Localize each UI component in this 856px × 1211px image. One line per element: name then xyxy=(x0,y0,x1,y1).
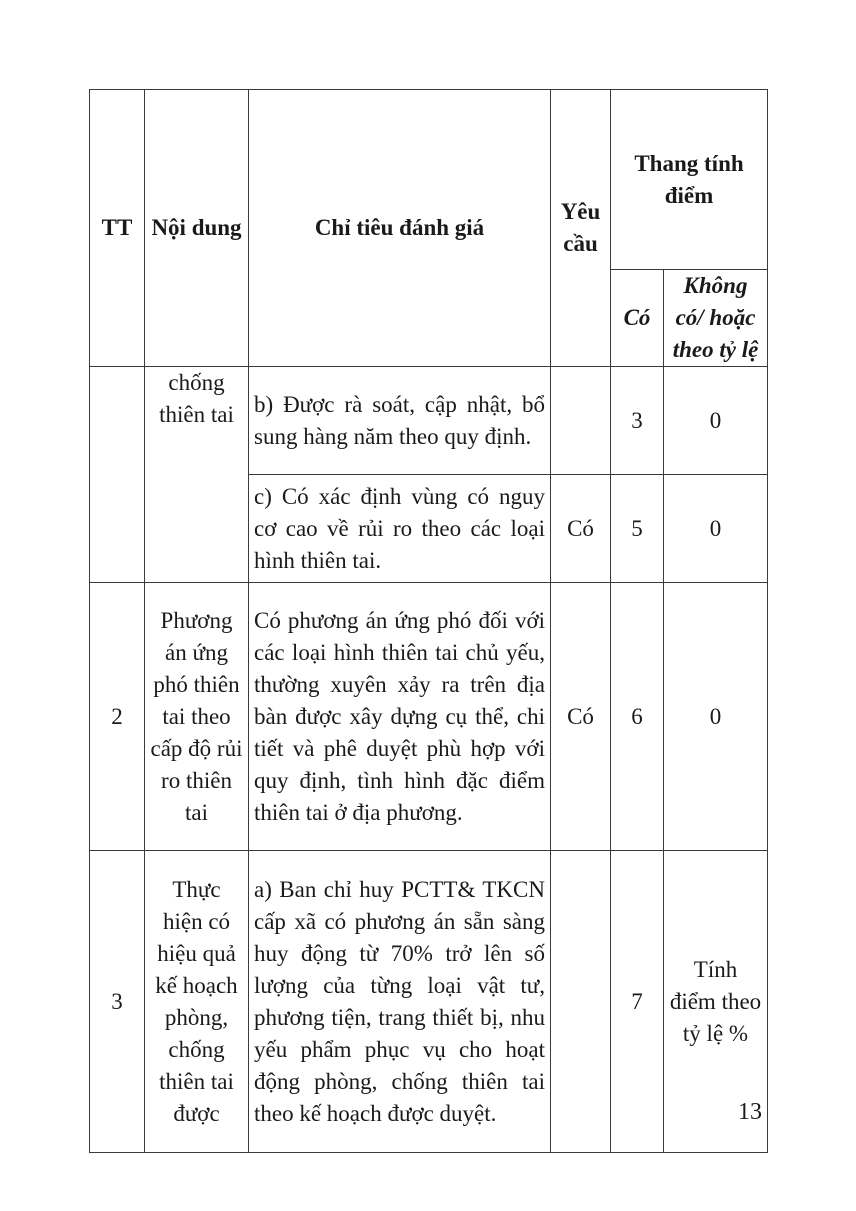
cell-tt: 3 xyxy=(90,851,145,1153)
table-row xyxy=(90,583,768,851)
header-co: Có xyxy=(611,270,664,367)
cell-chi-tieu: c) Có xác định vùng có nguy cơ cao về rủi ro theo các loại hình thiên tai. xyxy=(249,475,551,583)
cell-chi-tieu: b) Được rà soát, cập nhật, bổ sung hàng năm theo quy định. xyxy=(249,367,551,475)
cell-chi-tieu: Có phương án ứng phó đối với các loại hình thiên tai chủ yếu, thường xuyên xảy ra trên địa bàn được xây dựng cụ thể, chi tiết và phê duyệt phù hợp với quy định, tình hình đặc điểm thiên tai ở địa phương. xyxy=(249,583,551,851)
header-noi-dung: Nội dung xyxy=(145,90,249,367)
cell-noi-dung: Thực hiện có hiệu quả kế hoạch phòng, chống thiên tai được xyxy=(145,851,249,1153)
cell-yeu-cau xyxy=(551,851,611,1153)
table-row xyxy=(90,367,768,475)
cell-co: 5 xyxy=(611,475,664,583)
cell-khong: 0 xyxy=(664,475,768,583)
cell-co: 6 xyxy=(611,583,664,851)
cell-noi-dung: Phương án ứng phó thiên tai theo cấp độ rủi ro thiên tai xyxy=(145,583,249,851)
cell-tt xyxy=(90,367,145,583)
header-tt: TT xyxy=(90,90,145,367)
cell-yeu-cau: Có xyxy=(551,583,611,851)
criteria-table xyxy=(89,89,768,1153)
header-chi-tieu: Chỉ tiêu đánh giá xyxy=(249,90,551,367)
header-khong: Không có/ hoặc theo tỷ lệ xyxy=(664,270,768,367)
cell-khong: Tính điểm theo tỷ lệ % xyxy=(664,851,768,1153)
cell-yeu-cau xyxy=(551,367,611,475)
header-thang-tinh-diem: Thang tính điểm xyxy=(611,90,768,270)
cell-khong: 0 xyxy=(664,367,768,475)
cell-tt: 2 xyxy=(90,583,145,851)
table-row xyxy=(90,851,768,1153)
cell-khong: 0 xyxy=(664,583,768,851)
cell-co: 7 xyxy=(611,851,664,1153)
cell-co: 3 xyxy=(611,367,664,475)
cell-noi-dung: chống thiên tai xyxy=(145,367,249,583)
page-number: 13 xyxy=(738,1099,762,1125)
cell-chi-tieu: a) Ban chỉ huy PCTT& TKCN cấp xã có phương án sẵn sàng huy động từ 70% trở lên số lượng của từng loại vật tư, phương tiện, trang thiết bị, nhu yếu phẩm phục vụ cho hoạt động phòng, chống thiên tai theo kế hoạch được duyệt. xyxy=(249,851,551,1153)
cell-yeu-cau: Có xyxy=(551,475,611,583)
table-header-row xyxy=(90,90,768,270)
header-yeu-cau: Yêu cầu xyxy=(551,90,611,367)
